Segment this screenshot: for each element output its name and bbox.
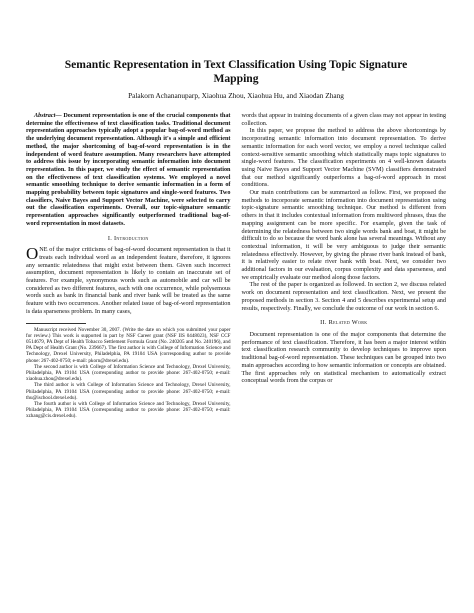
section-title: Related Work	[328, 319, 368, 327]
abstract-label: Abstract	[34, 112, 56, 119]
paper-title: Semantic Representation in Text Classification Using Topic Signature Mapping	[64, 58, 408, 85]
paragraph-contributions: Our main contributions can be summarized as follow. First, we proposed the methods to incorporate semantic information into document representation using topic-signature semantic smoothing technique. Our method is different from others in that it includes contextual information from multiword phrases, thus the mapping assignment can be more specific. For example, given the task of determining the relatedness between two single words bank and boat, it might be difficult to do so because the word bank alone has several meanings. Without any contextual information, it will be very ambiguous to judge their semantic relatedness effectively. However, by giving the phrase river bank instead of bank, it is relatively easier to relate river bank with boat. Next, we consider two additional factors in our evaluation, corpus complexity and data sparseness, and we empirically evaluate our method along those factors.	[241, 189, 446, 281]
paragraph-related-work: Document representation is one of the major components that determine the performance of text classification. Therefore, it has been a major interest within text classification research community to develop techniques to improve upon traditional bag-of-word representation. These techniques can be grouped into two main approaches according to how semantic information or concepts are obtained. The first approaches rely on statistical mechanism to automatically extract conceptual words from the corpus or	[241, 330, 446, 385]
two-column-body	[26, 112, 446, 420]
author-list: Palakorn Achananuparp, Xiaohua Zhou, Xiaohua Hu, and Xiaodan Zhang	[128, 91, 344, 100]
drop-cap: O	[26, 244, 39, 264]
section-number: I.	[107, 234, 113, 242]
paragraph-organization: The rest of the paper is organized as followed. In section 2, we discuss related work on document representation and text classification. Next, we present the proposed methods in section 3. Section 4 and 5 describes experimental setup and results, respectively. Finally, we conclude the outcome of our work in section 6.	[241, 281, 446, 312]
section-heading-related-work	[242, 319, 447, 327]
footnote-rule	[26, 323, 86, 324]
left-column	[26, 112, 231, 420]
section-title: Introduction	[114, 234, 149, 242]
paragraph-proposal: In this paper, we propose the method to address the above shortcomings by incorporating semantic information into document representation. To derive semantic information for each word vector, we employ a novel technique called context-sensitive semantic smoothing which statistically maps topic signatures to single-word features. The classification experiments on 4 well-known datasets using Naive Bayes and Support Vector Machine (SVM) classifiers demonstrated that our method significantly outperforms a bag-of-word approach in most conditions.	[241, 127, 446, 189]
footnote-3: The third author is with College of Information Science and Technology, Drexel University, Philadelphia, PA 19104 USA (corresponding author to provide phone: 267-402-0750; e-mail: thu@ischool.drexel.edu).	[26, 382, 231, 401]
intro-paragraph	[26, 246, 231, 315]
intro-text: NE of the major criticisms of bag-of-word document representation is that it treats each individual word as an independent feature, therefore, it ignores any semantic relatedness that might exist between them. Given such incorrect assumption, document representation is likely to contain an inaccurate set of features. For example, synonymous words such as automobile and car will be considered as two different features, each with one occurrence, while polysemous words such as bank in financial bank and river bank will be treated as the same feature with two occurrences. Another related issue of bag-of-word representation is data sparseness problem. In many cases,	[26, 246, 231, 315]
right-column	[242, 112, 447, 420]
footnote-1: Manuscript received November 30, 2007. (Write the date on which you submitted your paper for review.) This work is supported in part by NSF Career grant (NSF IIS 0448023), NSF CCF 0514679, PA Dept of Health Tobacco Settlement Formula Grant (No. 240205 and No. 240196), and PA Dept of Health Grant (No. 239667). The first author is with College of Information Science and Technology, Drexel University, Philadelphia, PA 19104 USA (corresponding author to provide phone: 267-402-0750; e-mail: pkorn@drexel.edu).	[26, 326, 231, 364]
footnote-4: The fourth author is with College of Information Science and Technology, Drexel University, Philadelphia, PA 19104 USA (corresponding author to provide phone: 267-402-0750; e-mail: xzhang@cis.drexel.edu).	[26, 401, 231, 420]
section-number: II.	[320, 319, 327, 327]
paragraph-continued: words that appear in training documents of a given class may not appear in testing collection.	[241, 112, 446, 127]
abstract	[26, 112, 231, 228]
footnote-2: The second author is with College of Information Science and Technology, Drexel University, Philadelphia, PA 19104 USA (corresponding author to provide phone: 267-402-0750; e-mail: xiaohua.zhou@drexel.edu).	[26, 363, 231, 383]
section-heading-introduction	[26, 235, 231, 243]
footnotes	[26, 327, 231, 420]
abstract-text: — Document representation is one of the crucial components that determine the effectiveness of text classification tasks. Traditional document representation approaches typically adopt a popular bag-of-word method as the underlying document representation. Although it's a simple and efficient method, the major shortcoming of bag-of-word representation is in the independent of word feature assumption. Many researchers have attempted to address this issue by incorporating semantic information into document representation. In this paper, we study the effect of semantic representation on the effectiveness of text classification systems. We employed a novel semantic smoothing technique to derive semantic information in a form of mapping probability between topic signatures and single-word features. Two classifiers, Naive Bayes and Support Vector Machine, were selected to carry out the classification experiments. Overall, our topic-signature semantic representation approaches significantly outperformed traditional bag-of-word representation in most datasets.	[26, 112, 231, 227]
